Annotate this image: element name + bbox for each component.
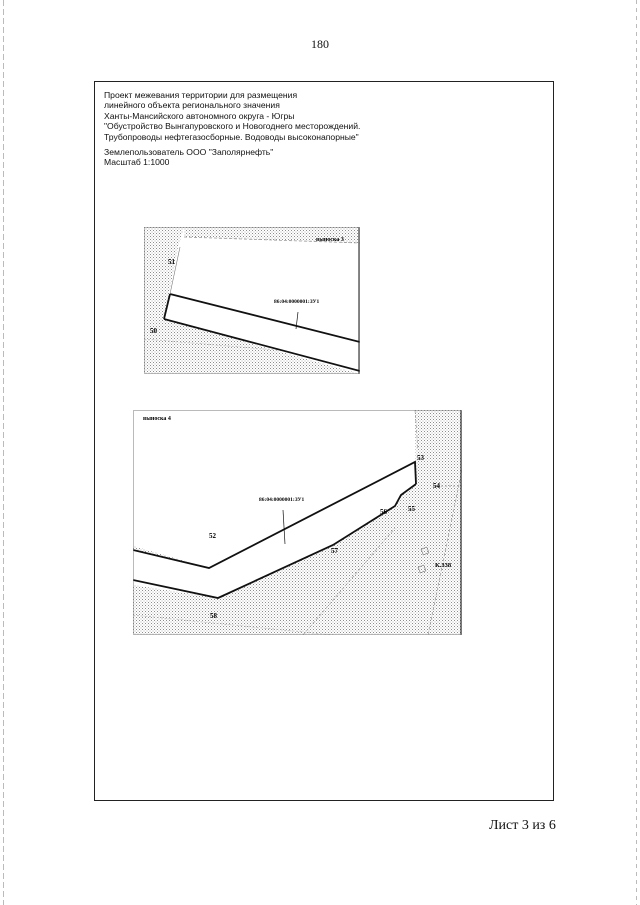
point-label-56: 56 <box>380 508 387 516</box>
point-label-51: 51 <box>168 258 175 266</box>
point-label-57: 57 <box>331 547 338 555</box>
header-line: линейного объекта регионального значения <box>104 100 280 111</box>
quarter-label: К.338 <box>435 562 452 569</box>
point-label-55: 55 <box>408 505 415 513</box>
header-line: Проект межевания территории для размещения <box>104 90 298 100</box>
drawing-header <box>104 90 360 168</box>
point-label-54: 54 <box>433 482 440 490</box>
sheet-number: Лист 3 из 6 <box>489 818 556 833</box>
page-number: 180 <box>311 37 329 51</box>
point-label-50: 50 <box>150 327 157 335</box>
inset-3-map <box>144 227 360 374</box>
scan-edge-right <box>636 0 637 905</box>
inset-4-title: выноска 4 <box>143 416 171 422</box>
inset-4-map <box>133 410 462 635</box>
header-line: Ханты-Мансийского автономного округа - Югры <box>104 110 295 121</box>
scale-line: Масштаб 1:1000 <box>104 157 170 168</box>
point-label-53: 53 <box>417 454 424 462</box>
parcel-label: 86:04:0000001:ЗУ1 <box>274 299 320 305</box>
land-user-line: Землепользователь ООО "Заполярнефть" <box>104 147 274 158</box>
parcel-label: 86:04:0000001:ЗУ1 <box>259 497 305 503</box>
header-line: "Обустройство Вынгапуровского и Новогоднего месторождений. <box>104 121 361 132</box>
scan-edge-left <box>3 0 4 905</box>
inset-3-title: выноска 3 <box>316 237 344 243</box>
header-line: Трубопроводы нефтегазосборные. Водоводы высоконапорные" <box>104 131 359 142</box>
point-label-52: 52 <box>209 532 216 540</box>
point-label-58: 58 <box>210 612 217 620</box>
